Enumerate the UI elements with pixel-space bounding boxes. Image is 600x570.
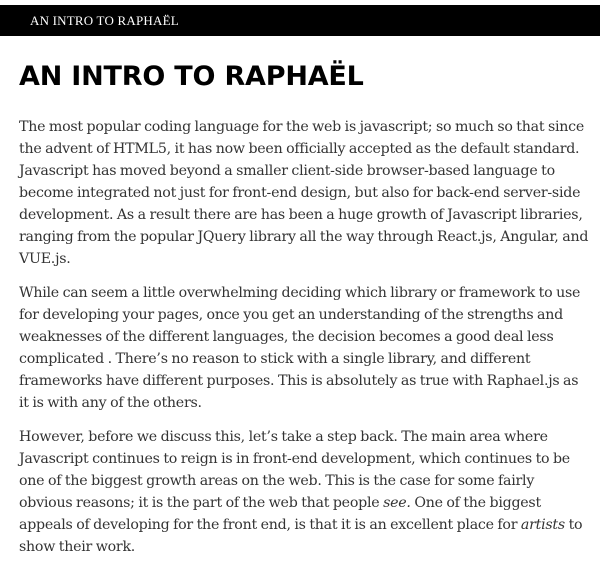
article-body [19,116,591,570]
paragraph-3-text-2: One of the biggest appeals of developing for the front end, is that it is an excellent place for [19,495,541,533]
top-bar [0,5,600,36]
paragraph-3 [19,426,591,558]
paragraph-3-text-1: However, before we discuss this, let’s take a step back. The main area where Javascript continues to reign is in front-end development, which continues to be one of the biggest growth areas on the web. This is the case for some fairly obvious reasons; it is the part of the web that people [19,429,570,511]
site-title-link[interactable]: AN INTRO TO RAPHAËL [30,12,179,28]
emphasis-see: see. [383,495,411,511]
paragraph-1: The most popular coding language for the web is javascript; so much so that since the advent of HTML5, it has now been officially accepted as the default standard. Javascript has moved beyond a smaller client-side browser-based language to become integrated not just for front-end design, but also for back-end server-side development. As a result there are has been a huge growth of Javascript libraries, ranging from the popular JQuery library all the way through React.js, Angular, and VUE.js. [19,119,589,267]
emphasis-artists: artists [520,517,565,533]
paragraph-2: While can seem a little overwhelming deciding which library or framework to use for developing your pages, once you get an understanding of the strengths and weaknesses of the different languages, the decision becomes a good deal less complicated . There’s no reason to stick with a single library, and different frameworks have different purposes. This is absolutely as true with Raphael.js as it is with any of the others. [19,285,581,411]
paragraph-3-text-3: to show their work. [19,517,583,555]
page-title: AN INTRO TO RAPHAËL [19,61,364,92]
